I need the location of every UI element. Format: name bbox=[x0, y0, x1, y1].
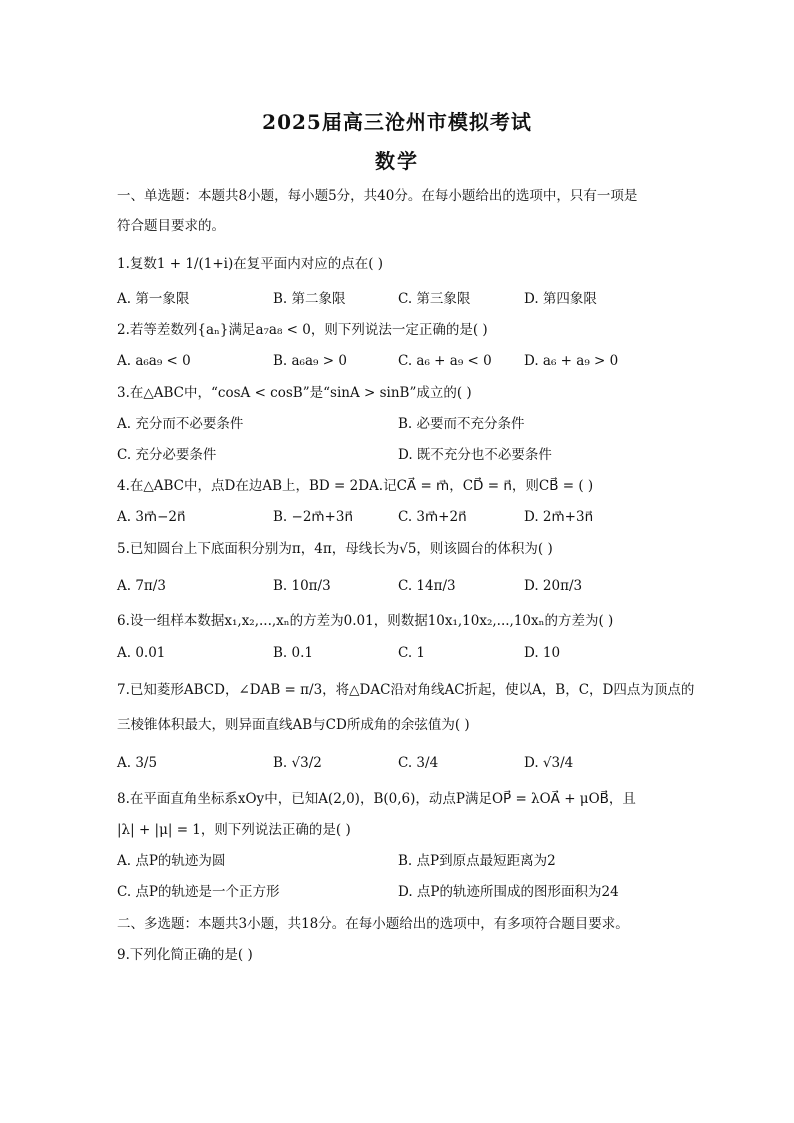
q3-option-d: D. 既不充分也不必要条件 bbox=[398, 447, 552, 463]
q6-option-b: B. 0.1 bbox=[273, 645, 313, 661]
q5-option-a: A. 7π/3 bbox=[117, 578, 166, 594]
q3-option-c: C. 充分必要条件 bbox=[117, 447, 217, 463]
q6-option-d: D. 10 bbox=[524, 645, 561, 661]
q2-option-d: D. a₆ + a₉ > 0 bbox=[524, 353, 619, 369]
q4-option-c: C. 3m⃗+2n⃗ bbox=[398, 509, 467, 525]
q2-option-a: A. a₆a₉ < 0 bbox=[117, 353, 191, 369]
q5-option-b: B. 10π/3 bbox=[273, 578, 331, 594]
q2-option-c: C. a₆ + a₉ < 0 bbox=[398, 353, 492, 369]
q3-stem: 3.在△ABC中，“cosA < cosB”是“sinA > sinB”成立的( ) bbox=[117, 385, 472, 401]
exam-subject: 数学 bbox=[375, 149, 419, 173]
q4-option-a: A. 3m⃗−2n⃗ bbox=[117, 509, 186, 525]
section2-heading: 二、多选题：本题共3小题，共18分。在每小题给出的选项中，有多项符合题目要求。 bbox=[117, 916, 629, 932]
q8-option-b: B. 点P到原点最短距离为2 bbox=[398, 853, 556, 869]
q4-stem: 4.在△ABC中，点D在边AB上，BD = 2DA.记CA⃗ = m⃗，CD⃗ = n⃗，则CB⃗ = ( ) bbox=[117, 478, 594, 494]
q5-option-d: D. 20π/3 bbox=[524, 578, 583, 594]
q6-stem: 6.设一组样本数据x₁,x₂,...,xₙ的方差为0.01，则数据10x₁,10x₂,...,10xₙ的方差为( ) bbox=[117, 613, 614, 629]
q7-option-c: C. 3/4 bbox=[398, 755, 439, 771]
q9-stem: 9.下列化简正确的是( ) bbox=[117, 947, 253, 963]
q5-option-c: C. 14π/3 bbox=[398, 578, 456, 594]
q3-option-a: A. 充分而不必要条件 bbox=[117, 416, 244, 432]
q8-option-a: A. 点P的轨迹为圆 bbox=[117, 853, 226, 869]
section1-heading-line2: 符合题目要求的。 bbox=[117, 218, 225, 234]
q7-option-a: A. 3/5 bbox=[117, 755, 158, 771]
exam-title: 2025届高三沧州市模拟考试 bbox=[262, 110, 532, 134]
q7-stem-line1: 7.已知菱形ABCD，∠DAB = π/3，将△DAC沿对角线AC折起，使以A，B，C，D四点为顶点的 bbox=[117, 682, 695, 698]
q8-stem-line2: |λ| + |μ| = 1，则下列说法正确的是( ) bbox=[117, 822, 351, 838]
q8-option-d: D. 点P的轨迹所围成的图形面积为24 bbox=[398, 884, 619, 900]
q2-option-b: B. a₆a₉ > 0 bbox=[273, 353, 347, 369]
section1-heading-line1: 一、单选题：本题共8小题，每小题5分，共40分。在每小题给出的选项中，只有一项是 bbox=[117, 188, 638, 204]
q3-option-b: B. 必要而不充分条件 bbox=[398, 416, 525, 432]
q1-option-b: B. 第二象限 bbox=[273, 291, 346, 307]
q8-stem-line1: 8.在平面直角坐标系xOy中，已知A(2,0)，B(0,6)，动点P满足OP⃗ = λOA⃗ + μOB⃗，且 bbox=[117, 791, 636, 807]
q5-stem: 5.已知圆台上下底面积分别为π，4π，母线长为√5，则该圆台的体积为( ) bbox=[117, 541, 553, 557]
q7-option-b: B. √3/2 bbox=[273, 755, 322, 771]
q7-option-d: D. √3/4 bbox=[524, 755, 574, 771]
q1-option-a: A. 第一象限 bbox=[117, 291, 190, 307]
q4-option-d: D. 2m⃗+3n⃗ bbox=[524, 509, 594, 525]
q7-stem-line2: 三棱锥体积最大，则异面直线AB与CD所成角的余弦值为( ) bbox=[117, 717, 470, 733]
q1-stem: 1.复数1 + 1/(1+i)在复平面内对应的点在( ) bbox=[117, 256, 384, 272]
q4-option-b: B. −2m⃗+3n⃗ bbox=[273, 509, 354, 525]
q1-option-d: D. 第四象限 bbox=[524, 291, 597, 307]
q8-option-c: C. 点P的轨迹是一个正方形 bbox=[117, 884, 280, 900]
q2-stem: 2.若等差数列{aₙ}满足a₇a₈ < 0，则下列说法一定正确的是( ) bbox=[117, 322, 488, 338]
q6-option-c: C. 1 bbox=[398, 645, 426, 661]
q1-option-c: C. 第三象限 bbox=[398, 291, 471, 307]
q6-option-a: A. 0.01 bbox=[117, 645, 166, 661]
